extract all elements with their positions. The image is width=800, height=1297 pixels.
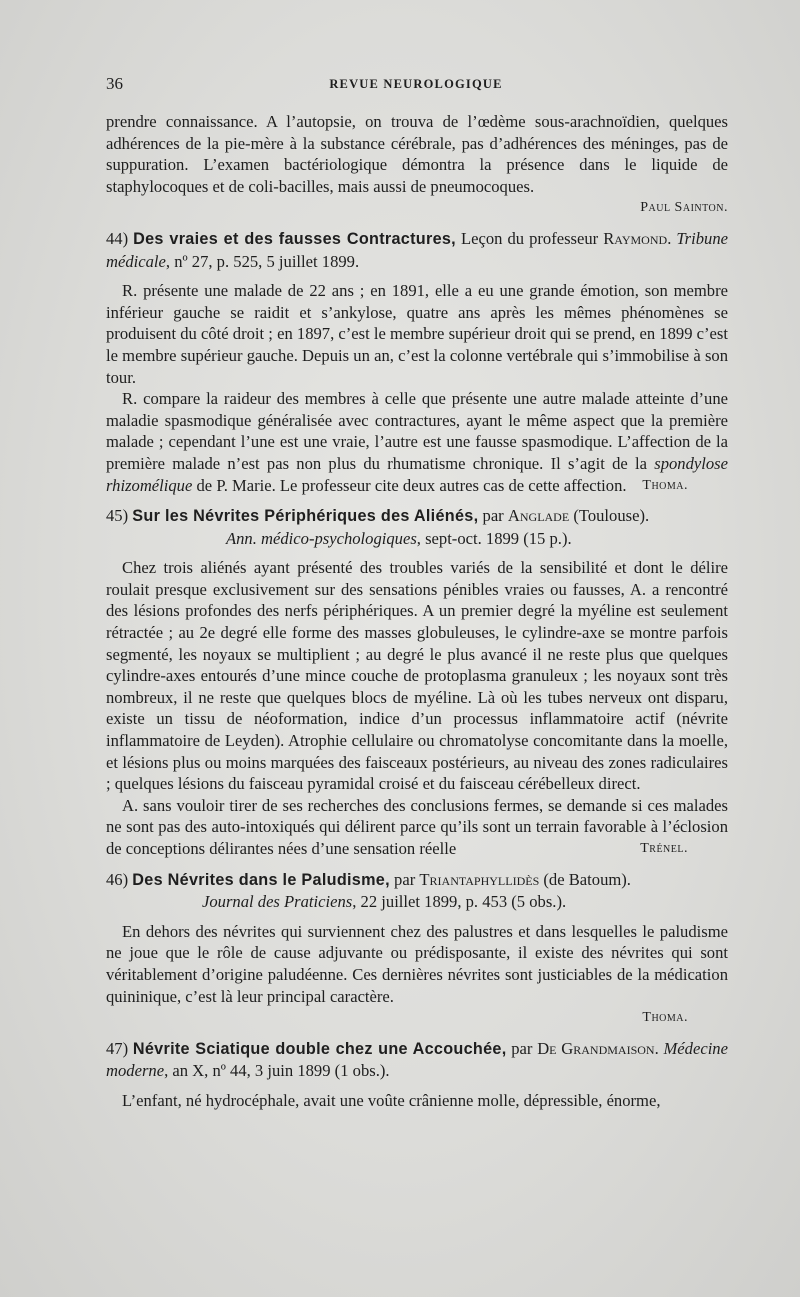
signature: Paul Sainton. bbox=[640, 200, 728, 216]
author-name: Triantaphyllidès bbox=[419, 869, 540, 889]
heading-text: (Toulouse). bbox=[569, 506, 650, 526]
citation-text: , 22 juillet 1899, p. 453 (5 obs.). bbox=[352, 892, 567, 912]
paragraph bbox=[106, 795, 728, 860]
citation-text: , nº 27, p. 525, 5 juillet 1899. bbox=[165, 251, 360, 271]
signature: Trénel. bbox=[640, 841, 688, 856]
journal-name: Ann. médico-psychologiques bbox=[226, 528, 417, 548]
entry-number: 47) bbox=[106, 1038, 129, 1058]
paragraph bbox=[106, 388, 728, 496]
author-name: Raymond bbox=[603, 228, 668, 248]
emphasis-term: spondylose rhizomélique bbox=[106, 453, 728, 495]
entry-title: Des Névrites dans le Paludisme, bbox=[132, 870, 390, 889]
entry-title: Des vraies et des fausses Contractures, bbox=[133, 229, 456, 248]
entry-heading-46 bbox=[106, 869, 728, 913]
author-name: De Grandmaison bbox=[537, 1038, 655, 1058]
citation-text: , an X, nº 44, 3 juin 1899 (1 obs.). bbox=[164, 1061, 390, 1081]
paragraph-text: A. sans vouloir tirer de ses recherches des conclusions fermes, se demande si ces malades ne sont pas des auto-intoxiqués qui délirent parce qu’ils sont un terrain favorable à l’éclosion de conceptions délirantes nées d’une sensation réelle bbox=[106, 795, 728, 858]
entry-number: 46) bbox=[106, 869, 129, 889]
paragraph: L’enfant, né hydrocéphale, avait une voûte crânienne molle, dépressible, énorme, bbox=[122, 1090, 661, 1110]
running-title: REVUE NEUROLOGIQUE bbox=[329, 77, 503, 91]
entry-title: Sur les Névrites Périphériques des Aliénés, bbox=[132, 507, 479, 526]
page-header bbox=[106, 74, 726, 98]
page-body bbox=[106, 111, 728, 1112]
heading-text: Leçon du professeur bbox=[455, 228, 604, 248]
paragraph: Chez trois aliénés ayant présenté des troubles variés de la sensibilité et dont le délire roulait presque exclusivement sur des sensations pénibles vraies ou fausses, A. a rencontré des lésions profondes des nerfs périphériques. A un premier degré la myéline est seulement rétractée ; au 2e degré elle forme des masses globuleuses, le cylindre-axe se montre parfois segmenté, les noyaux se multiplient ; au degré le plus avancé il ne reste plus que quelques cylindre-axes entourés d’une mince couche de protoplasma granuleux ; les noyaux sont très nombreux, il ne reste que quelques blocs de myéline. Là où les tubes nerveux ont disparu, existe un tissu de néoformation, indice d’un processus inflammatoire actif (névrite inflammatoire de Leyden). Atrophie cellulaire ou chromatolyse concomitante dans la moelle, et lésions plus ou moins marquées des faisceaux postérieurs, au niveau des zones radiculaires ; quelques lésions du faisceau pyramidal croisé et du faisceau cérébelleux direct. bbox=[106, 558, 728, 794]
paragraph: En dehors des névrites qui surviennent chez des palustres et dans lesquelles le paludisme ne joue que le rôle de cause adjuvante ou prédisposante, il existe des névrites qui sont véritablement d’origine paludéenne. Ces dernières névrites sont justiciables de la médication quininique, c’est là leur principal caractère. bbox=[106, 921, 728, 1006]
journal-name: Médecine moderne bbox=[106, 1038, 728, 1081]
entry-heading-44 bbox=[106, 228, 728, 272]
paragraph-text: prendre connaissance. A l’autopsie, on trouva de l’œdème sous-arachnoïdien, quelques adhérences de la pie-mère à la substance cérébrale, pas d’adhérences des méninges, pas de suppuration. L’examen bactériologique démontra la présence dans le liquide de staphylocoques et de coli-bacilles, mais aussi de pneumocoques. bbox=[106, 112, 728, 196]
entry-heading-45 bbox=[106, 505, 728, 549]
entry-heading-47 bbox=[106, 1038, 728, 1082]
paragraph bbox=[106, 111, 728, 219]
heading-text: . bbox=[654, 1038, 664, 1058]
signature: Thoma. bbox=[642, 477, 688, 493]
author-name: Anglade bbox=[507, 506, 570, 526]
signature: Thoma. bbox=[642, 1010, 688, 1026]
heading-text: par bbox=[478, 506, 508, 526]
paragraph-text: R. compare la raideur des membres à celle que présente une autre malade atteinte d’une maladie spasmodique généralisée avec contractures, ayant le même aspect que la première malade ; cependant l’une est une vraie, l’autre est une fausse spasmodique. L’affection de la première malade n’est pas non plus du rhumatisme chronique. Il s’agit de la bbox=[106, 389, 728, 473]
heading-text: (de Batoum). bbox=[539, 869, 631, 889]
entry-title: Névrite Sciatique double chez une Accouchée, bbox=[132, 1039, 507, 1058]
heading-text: par bbox=[389, 869, 420, 889]
journal-name: Journal des Praticiens bbox=[202, 892, 353, 912]
paragraph: R. présente une malade de 22 ans ; en 1891, elle a eu une grande émotion, son membre inférieur gauche se raidit et s’ankylose, quatre ans après les mêmes phénomènes se produisent du côté droit ; en 1897, c’est le membre supérieur droit qui se prend, en 1899 c’est le membre supérieur gauche. Depuis un an, c’est la colonne vertébrale qui s’immobilise à son tour. bbox=[106, 281, 728, 387]
page-number: 36 bbox=[106, 74, 123, 93]
entry-number: 44) bbox=[106, 228, 129, 248]
paragraph-text: de P. Marie. Le professeur cite deux autres cas de cette affection. bbox=[192, 475, 627, 495]
journal-name: Tribune médicale bbox=[106, 228, 728, 271]
heading-text: . bbox=[667, 228, 677, 248]
heading-text: par bbox=[506, 1038, 538, 1058]
entry-number: 45) bbox=[106, 506, 129, 526]
citation-text: , sept-oct. 1899 (15 p.). bbox=[416, 528, 572, 548]
